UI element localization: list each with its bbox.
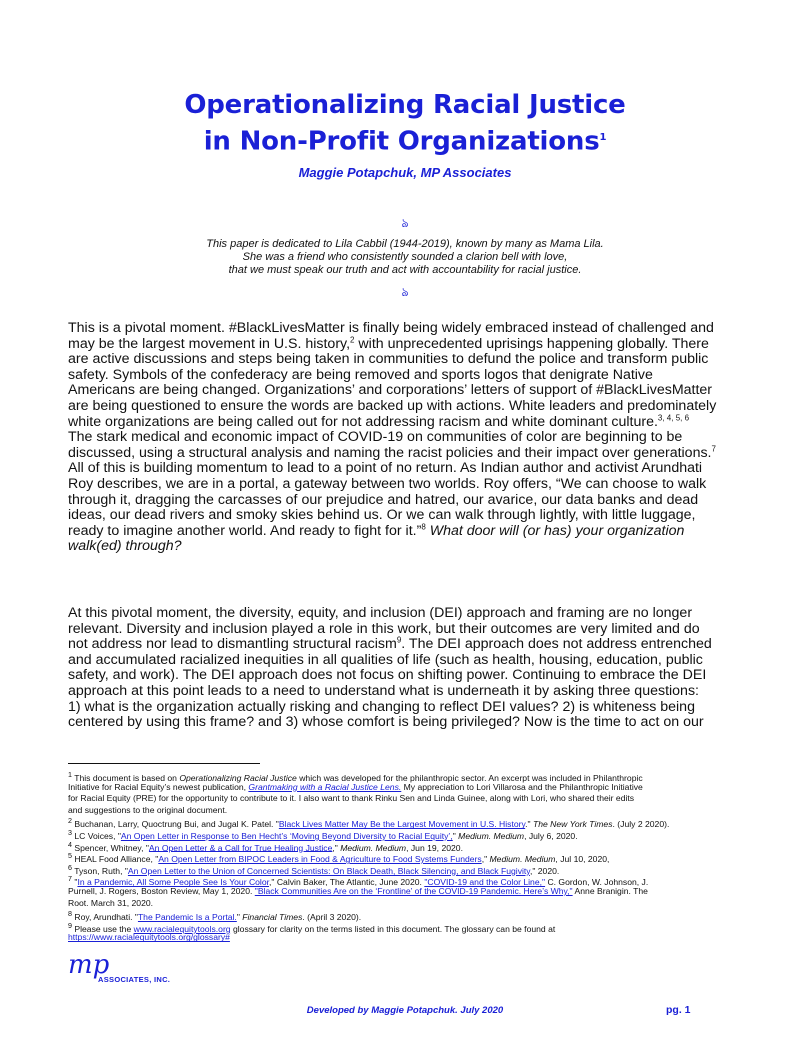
footnote-9: [68, 921, 748, 933]
p1-text: with unprecedented uprisings happening globally. There: [354, 335, 709, 352]
paragraph-1: [68, 321, 742, 555]
footnote-text: . (July 2 2020).: [612, 819, 670, 830]
dedication-line-1: This paper is dedicated to Lila Cabbil (1944-2019), known by many as Mama Lila.: [206, 238, 604, 250]
footnote-7-cont: Root. March 31, 2020.: [68, 897, 154, 908]
footnote-number: 8: [68, 910, 72, 919]
footnote-ref[interactable]: 7: [711, 444, 716, 454]
title-footnote-ref[interactable]: 1: [599, 132, 607, 143]
footnote-text: Initiative for Racial Equity’s newest publication,: [68, 781, 249, 792]
footnote-text: HEAL Food Alliance, ": [71, 854, 159, 865]
dedication-line-2: She was a friend who consistently sounded a clarion bell with love,: [242, 251, 568, 263]
ornament-bottom: ঌ: [401, 285, 409, 299]
footnote-text: Tyson, Ruth, ": [71, 865, 128, 876]
footnote-1-cont: and suggestions to the original document.: [68, 804, 228, 815]
footnote-link[interactable]: www.racialequitytools.org: [133, 923, 231, 934]
p1-line: through it, dragging the carcasses of our prejudice and hatred, our avarice, our data banks and dead: [68, 491, 699, 508]
footnote-5: [68, 851, 748, 863]
footnote-text: C. Gordon, W. Johnson, J.: [545, 877, 649, 888]
footnote-7: [68, 874, 748, 886]
footnote-text: ,": [332, 842, 341, 853]
footnote-text: which was developed for the philanthropic sector. An excerpt was included in Philanthropic: [296, 772, 643, 783]
p1-line: [68, 446, 742, 462]
footnote-text: Please use the: [71, 923, 134, 934]
p1-text: white organizations are being called out for not addressing racism and white dominant culture.: [68, 413, 658, 430]
footnote-link[interactable]: The Pandemic Is a Portal.: [137, 911, 237, 922]
footnote-text: Medium. Medium: [489, 854, 556, 865]
footnote-link[interactable]: An Open Letter in Response to Ben Hecht’s ‘Moving Beyond Diversity to Racial Equity’,: [120, 830, 453, 841]
footnote-link[interactable]: https://www.racialequitytools.org/glossary#: [68, 932, 230, 943]
footnote-link[interactable]: An Open Letter to the Union of Concerned Scientists: On Black Death, Black Silencing, and Black Fugivity: [127, 865, 530, 876]
p2-line: approach at this point leads to a need to understand what is underneath it by asking three questions:: [68, 682, 699, 699]
footnote-text: , Jun 19, 2020.: [406, 842, 463, 853]
paragraph-2: [68, 606, 742, 731]
document-title-line-1: Operationalizing Racial Justice: [184, 90, 626, 120]
dedication-block: [0, 238, 810, 277]
footnote-divider: [68, 763, 260, 764]
footnote-number: 7: [68, 875, 72, 884]
p1-line: [68, 412, 742, 431]
footnote-number: 1: [68, 771, 72, 779]
footnote-text: ": [236, 911, 243, 922]
p1-line: ideas, our dead rivers and smoky skies behind us. Or we can walk through lightly, with little luggage,: [68, 507, 696, 524]
p2-text: . The DEI approach does not address entrenched: [401, 636, 712, 653]
title-line-2-text: in Non-Profit Organizations: [203, 126, 600, 157]
p1-line: are being questioned to ensure the words are backed up with actions. White leaders and predominately: [68, 397, 717, 414]
footnote-link[interactable]: "Black Communities Are on the ‘Frontline’ of the COVID-19 Pandemic. Here’s Why,": [254, 885, 573, 896]
page-number: pg. 1: [666, 1004, 691, 1016]
p2-line: 1) what is the organization actually risking and changing to reflect DEI values? 2) is whiteness being: [68, 698, 695, 715]
dedication-line-3: that we must speak our truth and act with accountability for racial justice.: [228, 264, 582, 276]
footnote-text: LC Voices, ": [71, 830, 121, 841]
footnote-2: [68, 816, 748, 828]
footnote-text: , Jul 10, 2020,: [555, 854, 610, 865]
footnote-number: 2: [68, 817, 72, 826]
mp-associates-logo: [68, 950, 188, 990]
p1-text: discussed, using a structural analysis and naming the racist policies and their impact over generations.: [68, 444, 712, 461]
footnote-3: [68, 828, 748, 840]
footnote-text: Medium. Medium: [458, 830, 525, 841]
ornament-top: ঌ: [401, 216, 409, 230]
footnote-text: Roy, Arundhati. ": [71, 911, 138, 922]
p2-line: At this pivotal moment, the diversity, equity, and inclusion (DEI) approach and framing are no longer: [68, 605, 693, 621]
footer-developed-by: Developed by Maggie Potapchuk. July 2020: [306, 1005, 504, 1016]
p2-line: [68, 637, 742, 653]
p1-question: What door will (or has) your organization: [425, 522, 685, 539]
footnote-1-cont: [68, 782, 748, 794]
footnote-number: 4: [68, 840, 72, 849]
footnote-link[interactable]: An Open Letter from BIPOC Leaders in Food & Agriculture to Food Systems Funders: [158, 854, 482, 865]
p1-line: safety. Symbols of the confederacy are being removed and sports logos that denigrate Native: [68, 366, 653, 383]
footnote-text: The New York Times: [532, 819, 613, 830]
p1-line: are active discussions and steps being taken in communities to defund the police and transform public: [68, 351, 709, 368]
footnote-1: [68, 770, 748, 782]
footnote-8: [68, 909, 748, 921]
footnote-1-cont: for Racial Equity (PRE) for the opportunity to contribute to it. I also want to thank Rinku Sen and Linda Guinee, along with Lori, who shared their edits: [68, 793, 635, 804]
footnote-text: , July 6, 2020.: [524, 830, 578, 841]
p2-line: and accumulated racialized inequities in all qualities of life (such as health, housing, education, public: [68, 651, 703, 668]
footnote-link[interactable]: In a Pandemic, All Some People See Is Your Color: [77, 877, 270, 888]
footnote-number: 3: [68, 828, 72, 837]
footnote-text: Medium. Medium: [340, 842, 407, 853]
footnote-link[interactable]: An Open Letter & a Call for True Healing Justice: [148, 842, 333, 853]
footnote-number: 9: [68, 921, 72, 930]
p1-line: Americans are being changed. Organizations’ and corporations’ letters of support of #BlackLivesMatter: [68, 382, 713, 399]
footnote-text: Purnell, J. Rogers, Boston Review, May 1, 2020.: [68, 885, 255, 896]
footnote-text: ,": [481, 854, 490, 865]
p1-text: ready to imagine another world. And ready to fight for it.”: [68, 522, 422, 539]
p1-line: All of this is building momentum to lead to a point of no return. As Indian author and activist Arundhati: [68, 460, 703, 477]
footnote-text: My appreciation to Lori Villarosa and the Philanthropic Initiative: [401, 781, 643, 792]
footnote-text: ": [452, 830, 459, 841]
footnote-text: Buchanan, Larry, Quoctrung Bui, and Jugal K. Patel. ": [71, 819, 279, 830]
footnote-link[interactable]: "COVID-19 and the Color Line,": [424, 877, 546, 888]
footnote-6: [68, 863, 748, 875]
footnote-4: [68, 840, 748, 852]
footnote-ref[interactable]: 9: [396, 635, 402, 645]
p1-line: Roy describes, we are in a portal, a gateway between two worlds. Roy offers, “We can choose to walk: [68, 475, 707, 492]
footnote-number: 6: [68, 863, 72, 872]
footnote-text: Financial Times: [242, 911, 303, 922]
footnote-ref[interactable]: 2: [350, 334, 355, 344]
footnote-text: ": [71, 877, 78, 888]
footnote-number: 5: [68, 852, 72, 861]
footnote-link[interactable]: Black Lives Matter May Be the Largest Movement in U.S. History: [278, 819, 526, 830]
logo-associates-text: ASSOCIATES, INC.: [98, 975, 171, 984]
footnote-text: Spencer, Whitney, ": [71, 842, 149, 853]
footnote-text: Operationalizing Racial Justice: [179, 772, 297, 783]
p1-text: may be the largest movement in U.S. history,: [68, 335, 351, 352]
footnote-text: . (April 3 2020).: [302, 911, 362, 922]
p1-line: [68, 521, 742, 540]
footnotes: [68, 770, 748, 944]
footnote-link[interactable]: Grantmaking with a Racial Justice Lens.: [248, 781, 402, 792]
footnote-text: .": [525, 819, 533, 830]
p2-text: not address nor lead to dismantling structural racism: [68, 636, 397, 653]
p1-line: walk(ed) through?: [68, 538, 182, 555]
footnote-text: Anne Branigin. The: [572, 885, 648, 896]
footnote-ref[interactable]: 8: [421, 521, 426, 531]
author-byline: Maggie Potapchuk, MP Associates: [298, 165, 512, 180]
document-title-line-2: [0, 122, 810, 158]
p1-line: This is a pivotal moment. #BlackLivesMatter is finally being widely embraced instead of challenged and: [68, 320, 714, 336]
p1-line: The stark medical and economic impact of COVID-19 on communities of color are beginning to be: [68, 429, 683, 446]
footnote-7-cont: [68, 886, 748, 898]
footnote-text: glossary for clarity on the terms listed in this document. The glossary can be found at: [230, 923, 556, 934]
footnote-text: ," Calvin Baker, The Atlantic, June 2020.: [269, 877, 425, 888]
footnote-9-cont: [68, 932, 748, 944]
footnote-ref[interactable]: 3, 4, 5, 6: [657, 412, 690, 422]
p2-line: relevant. Diversity and inclusion played a role in this work, but their outcomes are very limited and do: [68, 620, 700, 637]
p1-line: [68, 334, 742, 353]
footnote-text: ," 2020.: [529, 865, 560, 876]
p2-line: centered by using this frame? and 3) whose comfort is being privileged? Now is the time to act on our: [68, 714, 704, 731]
footnote-text: This document is based on: [71, 772, 180, 783]
logo-mp-text: mp: [68, 950, 110, 980]
p2-line: safety, and work). The DEI approach does not focus on shifting power. Continuing to embrace the DEI: [68, 667, 707, 684]
